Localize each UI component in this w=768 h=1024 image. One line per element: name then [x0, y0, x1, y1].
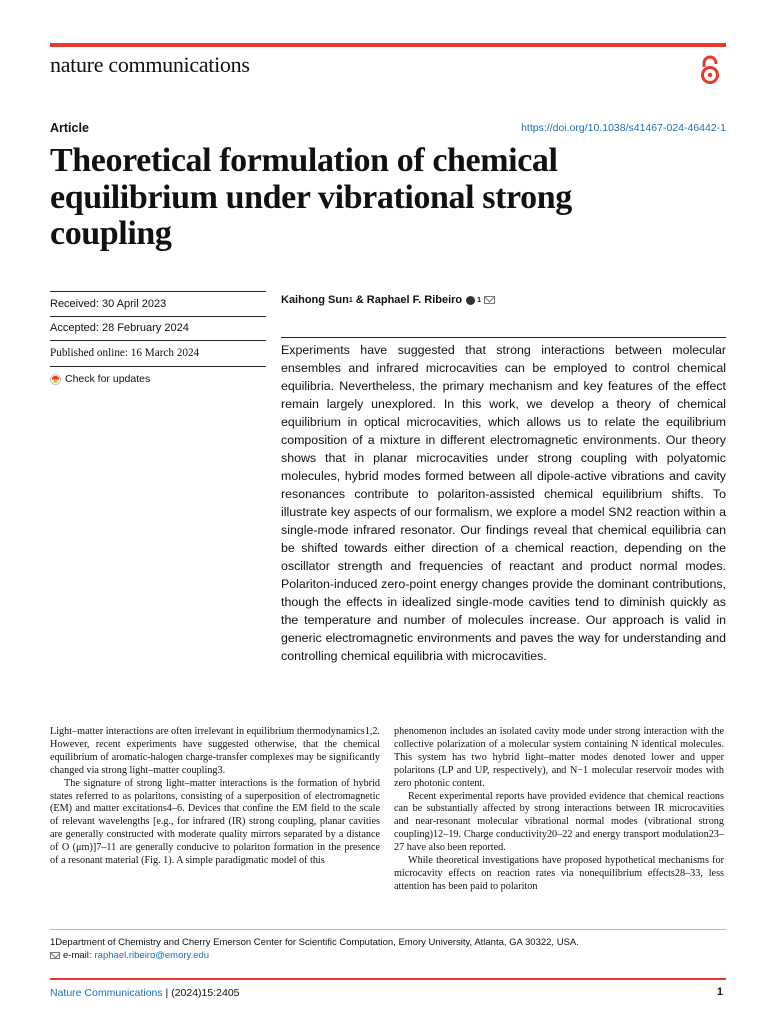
journal-name: nature communications	[50, 52, 250, 77]
body-paragraph: Light–matter interactions are often irrelevant in equilibrium thermodynamics1,2. However, recent experiments have suggested otherwise, that the chemical equilibrium of aromatic-halogen charge-transfer complexes may be significantly changed via strong light–matter coupling3.	[50, 726, 380, 776]
meta-divider	[50, 340, 266, 341]
check-for-updates-button[interactable]	[50, 373, 150, 385]
orcid-icon[interactable]	[466, 296, 475, 305]
abstract: Experiments have suggested that strong interactions between molecular ensembles and infrared microcavities can be employed to control chemical equilibria. Nevertheless, the primary mechanism and key features of the effect remain largely unexplored. In this work, we develop a theory of chemical equilibrium in optical microcavities, which allows us to relate the equilibrium composition of a mixture in different electromagnetic environments. Our theory shows that in planar microcavities under strong coupling with polyatomic molecules, hybrid modes formed between all dipole-active vibrations and cavity resonances contribute to polariton-assisted chemical equilibrium shifts. To illustrate key aspects of our formalism, we explore a model SN2 reaction within a single-mode infrared resonator. Our findings reveal that chemical equilibria can be shifted towards either direction of a chemical reaction, depending on the oscillator strength and frequencies of reactant and product normal modes. Polariton-induced zero-point energy changes provide the dominant contributions, though the effects in idealized single-mode cavities tend to diminish quickly as the temperature and number of molecules increase. Our approach is valid in generic electromagnetic environments and paves the way for understanding and controlling chemical equilibria with microcavities.	[281, 343, 726, 663]
received-date: Received: 30 April 2023	[50, 298, 167, 310]
body-column-right	[394, 726, 724, 894]
meta-divider	[50, 366, 266, 367]
article-title: Theoretical formulation of chemical equilibrium under vibrational strong coupling	[50, 142, 572, 252]
footer-volume: | (2024)15:2405	[162, 987, 240, 999]
email-link[interactable]: raphael.ribeiro@emory.edu	[94, 950, 210, 961]
author-affiliation-sup: 1	[477, 296, 482, 304]
email-icon[interactable]	[484, 296, 495, 304]
author-name[interactable]: Kaihong Sun	[281, 294, 349, 306]
footer-journal-link[interactable]: Nature Communications	[50, 987, 163, 999]
body-paragraph: Recent experimental reports have provided evidence that chemical reactions can be substantially affected by strong interactions between IR microcavities and near-resonant molecular vibrational normal modes (vibrational strong coupling)12–19. Charge conductivity20–22 and energy transport modulation23–27 have also been reported.	[394, 790, 724, 854]
header-accent-bar	[50, 43, 726, 47]
author-list	[281, 294, 495, 306]
meta-divider	[50, 316, 266, 317]
footer-citation	[50, 987, 240, 999]
author-divider	[281, 337, 726, 338]
body-paragraph: The signature of strong light–matter interactions is the formation of hybrid states referred to as polaritons, consisting of a superposition of electromagnetic (EM) and matter excitations4–6. Devices that confine the EM field to the scale of relevant wavelengths [e.g., for infrared (IR) strong coupling, planar cavities are generally constructed with moderate quality mirrors separated by a distance of O (μm)]7–11 are generally conducive to polariton formation in the presence of a resonant material (Fig. 1). A simple paradigmatic model of this	[50, 777, 380, 867]
doi-link[interactable]: https://doi.org/10.1038/s41467-024-46442-1	[521, 122, 726, 134]
author-affiliation-sup: 1	[348, 296, 353, 304]
check-updates-label: Check for updates	[65, 373, 151, 385]
open-access-icon	[697, 54, 723, 86]
article-type: Article	[50, 121, 89, 135]
footnote-divider	[50, 929, 726, 930]
email-footnote	[50, 950, 209, 961]
affiliation-footnote: 1Department of Chemistry and Cherry Emerson Center for Scientific Computation, Emory University, Atlanta, GA 30322, USA.	[50, 937, 579, 948]
accepted-date: Accepted: 28 February 2024	[50, 322, 189, 334]
check-updates-icon	[50, 374, 61, 385]
body-column-left	[50, 726, 380, 868]
email-label: e-mail:	[63, 950, 92, 961]
published-date: Published online: 16 March 2024	[50, 347, 200, 359]
email-icon	[50, 952, 60, 959]
author-separator: &	[352, 294, 367, 306]
meta-divider	[50, 291, 266, 292]
page-number: 1	[716, 986, 723, 998]
body-paragraph: phenomenon includes an isolated cavity mode under strong interaction with the collective polarization of a molecular system containing N identical molecules. This system has two hybrid light–matter modes denoted lower and upper polaritons (LP and UP, respectively), and N−1 molecular reservoir modes with zero photonic content.	[394, 726, 724, 789]
footer-accent-bar	[50, 978, 726, 980]
author-name[interactable]: Raphael F. Ribeiro	[366, 294, 463, 306]
body-paragraph: While theoretical investigations have proposed hypothetical mechanisms for microcavity effects on reaction rates via nonequilibrium effects28–33, less attention has been paid to polariton	[394, 855, 724, 892]
